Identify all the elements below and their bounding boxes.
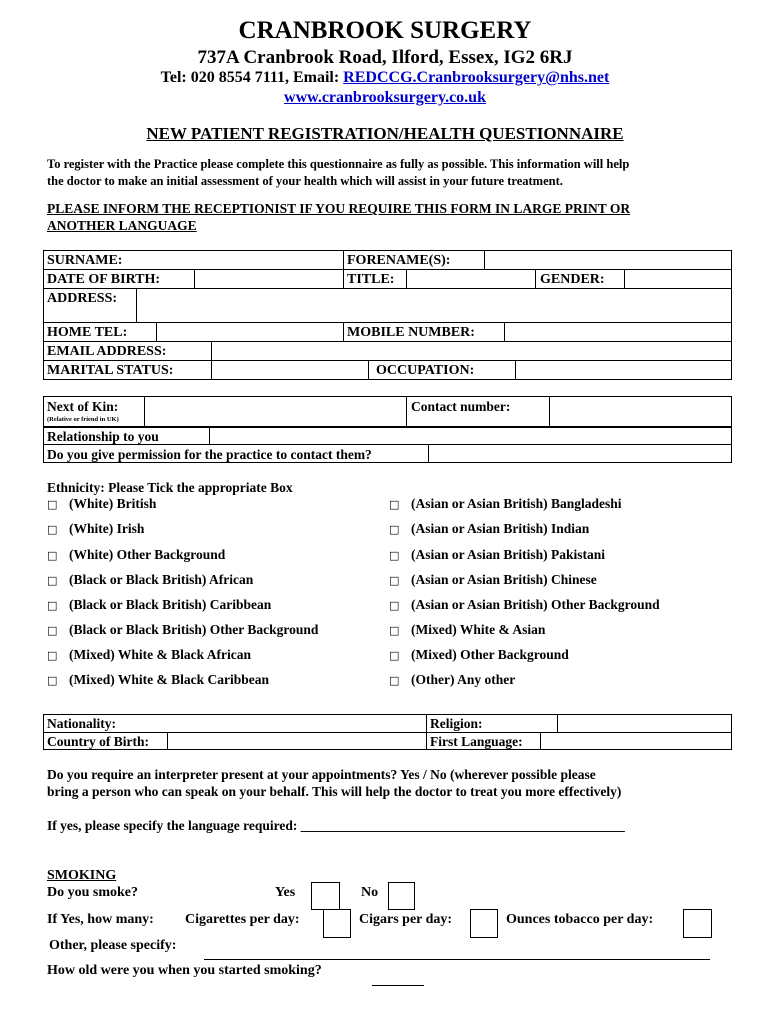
website-link[interactable]: www.cranbrooksurgery.co.uk	[284, 89, 486, 106]
gender-field[interactable]	[626, 269, 731, 288]
checkbox-icon: □	[47, 649, 58, 662]
relationship-field[interactable]	[211, 428, 731, 444]
marital-label: MARITAL STATUS:	[47, 363, 174, 378]
cigars-label: Cigars per day:	[359, 912, 453, 927]
nationality-field[interactable]	[140, 715, 425, 731]
surgery-address: 737A Cranbrook Road, Ilford, Essex, IG2 6RJ	[197, 47, 573, 68]
age-started-label: How old were you when you started smoking?	[47, 963, 322, 978]
ethnicity-option[interactable]: □ (Mixed) White & Asian	[389, 622, 546, 637]
surname-label: SURNAME:	[47, 253, 123, 268]
home-tel-field[interactable]	[158, 322, 342, 341]
cigarettes-box[interactable]	[323, 909, 351, 938]
ethnicity-option[interactable]: □ (Black or Black British) Other Background	[47, 622, 319, 637]
email-link[interactable]: REDCCG.Cranbrooksurgery@nhs.net	[343, 69, 610, 86]
contact-number-field[interactable]	[551, 397, 731, 426]
checkbox-icon: □	[47, 523, 58, 536]
forenames-label: FORENAME(S):	[347, 253, 451, 268]
next-of-kin-label: Next of Kin:	[47, 399, 119, 414]
occupation-field[interactable]	[517, 360, 731, 380]
permission-label: Do you give permission for the practice to contact them?	[47, 447, 372, 462]
ethnicity-option[interactable]: □ (Other) Any other	[389, 672, 516, 687]
interpreter-line-1: Do you require an interpreter present at your appointments? Yes / No (wherever possible please	[47, 767, 596, 782]
other-specify-label: Other, please specify:	[49, 938, 177, 953]
first-language-label: First Language:	[430, 734, 523, 749]
checkbox-icon: □	[47, 498, 58, 511]
how-many-label: If Yes, how many:	[47, 912, 154, 927]
checkbox-icon: □	[47, 549, 58, 562]
ethnicity-option[interactable]: □ (Mixed) White & Black Caribbean	[47, 672, 269, 687]
ethnicity-option[interactable]: □ (Mixed) Other Background	[389, 647, 569, 662]
checkbox-icon: □	[389, 649, 400, 662]
dob-label: DATE OF BIRTH:	[47, 272, 161, 287]
country-of-birth-label: Country of Birth:	[47, 734, 149, 749]
smoke-no-checkbox[interactable]	[388, 882, 415, 910]
contact-number-label: Contact number:	[411, 399, 511, 414]
checkbox-icon: □	[47, 574, 58, 587]
surgery-name: CRANBROOK SURGERY	[238, 17, 532, 44]
ethnicity-option[interactable]: □ (Asian or Asian British) Chinese	[389, 572, 597, 587]
marital-field[interactable]	[213, 360, 367, 380]
next-of-kin-note: (Relative or friend in UK)	[47, 416, 119, 423]
surgery-contact	[0, 69, 770, 87]
gender-label: GENDER:	[540, 272, 605, 287]
ethnicity-option[interactable]: □ (Black or Black British) African	[47, 572, 254, 587]
website-row	[0, 89, 770, 107]
next-of-kin-field[interactable]	[146, 397, 405, 426]
nationality-label: Nationality:	[47, 716, 116, 731]
ethnicity-option[interactable]: □ (White) Other Background	[47, 547, 226, 562]
notice-line-1: PLEASE INFORM THE RECEPTIONIST IF YOU REQUIRE THIS FORM IN LARGE PRINT OR	[47, 201, 631, 216]
occupation-label: OCCUPATION:	[376, 363, 475, 378]
checkbox-icon: □	[389, 624, 400, 637]
interpreter-language-field[interactable]: If yes, please specify the language required: ________________________________________________	[47, 818, 625, 833]
cigarettes-label: Cigarettes per day:	[185, 912, 300, 927]
ethnicity-option[interactable]: □ (Asian or Asian British) Pakistani	[389, 547, 606, 562]
home-tel-label: HOME TEL:	[47, 325, 128, 340]
checkbox-icon: □	[389, 523, 400, 536]
checkbox-icon: □	[47, 599, 58, 612]
ethnicity-heading: Ethnicity: Please Tick the appropriate Box	[47, 480, 293, 495]
permission-field[interactable]	[430, 445, 731, 462]
ethnicity-option[interactable]: □ (Black or Black British) Caribbean	[47, 597, 272, 612]
smoking-heading: SMOKING	[47, 868, 117, 883]
forenames-field[interactable]	[488, 250, 732, 269]
address-field[interactable]	[138, 288, 731, 322]
other-specify-line[interactable]	[204, 959, 710, 960]
ethnicity-option[interactable]: □ (Mixed) White & Black African	[47, 647, 251, 662]
age-started-line[interactable]	[372, 985, 424, 986]
smoke-yes-checkbox[interactable]	[311, 882, 340, 910]
smoke-yes-label: Yes	[275, 885, 296, 900]
intro-line-2: the doctor to make an initial assessment of your health which will assist in your future treatment.	[47, 174, 563, 188]
ethnicity-option[interactable]: □ (Asian or Asian British) Bangladeshi	[389, 496, 622, 511]
checkbox-icon: □	[389, 549, 400, 562]
country-of-birth-field[interactable]	[169, 733, 425, 749]
mobile-field[interactable]	[506, 322, 731, 341]
checkbox-icon: □	[389, 574, 400, 587]
religion-label: Religion:	[430, 716, 483, 731]
title-label: TITLE:	[347, 272, 395, 287]
ethnicity-option[interactable]: □ (White) Irish	[47, 521, 145, 536]
tobacco-label: Ounces tobacco per day:	[506, 912, 654, 927]
address-label: ADDRESS:	[47, 291, 118, 306]
religion-field[interactable]	[559, 715, 731, 731]
cigars-box[interactable]	[470, 909, 498, 938]
notice-line-2: ANOTHER LANGUAGE	[47, 218, 197, 233]
ethnicity-option[interactable]: □ (Asian or Asian British) Indian	[389, 521, 590, 536]
dob-field[interactable]	[196, 269, 342, 288]
interpreter-line-2: bring a person who can speak on your behalf. This will help the doctor to treat you more effectively)	[47, 784, 622, 799]
checkbox-icon: □	[389, 599, 400, 612]
ethnicity-option[interactable]: □ (White) British	[47, 496, 157, 511]
email-field[interactable]	[213, 341, 731, 360]
contact-prefix: Tel: 020 8554 7111, Email:	[160, 69, 344, 86]
smoke-question: Do you smoke?	[47, 885, 139, 900]
ethnicity-option[interactable]: □ (Asian or Asian British) Other Background	[389, 597, 660, 612]
intro-line-1: To register with the Practice please complete this questionnaire as fully as possible. This information will help	[47, 157, 630, 171]
checkbox-icon: □	[47, 624, 58, 637]
mobile-label: MOBILE NUMBER:	[347, 325, 475, 340]
checkbox-icon: □	[47, 674, 58, 687]
title-field[interactable]	[408, 269, 534, 288]
form-title: NEW PATIENT REGISTRATION/HEALTH QUESTIONNAIRE	[146, 124, 624, 143]
relationship-label: Relationship to you	[47, 429, 159, 444]
tobacco-box[interactable]	[683, 909, 712, 938]
checkbox-icon: □	[389, 674, 400, 687]
first-language-field[interactable]	[542, 733, 731, 749]
smoke-no-label: No	[361, 885, 379, 900]
checkbox-icon: □	[389, 498, 400, 511]
email-label: EMAIL ADDRESS:	[47, 344, 167, 359]
